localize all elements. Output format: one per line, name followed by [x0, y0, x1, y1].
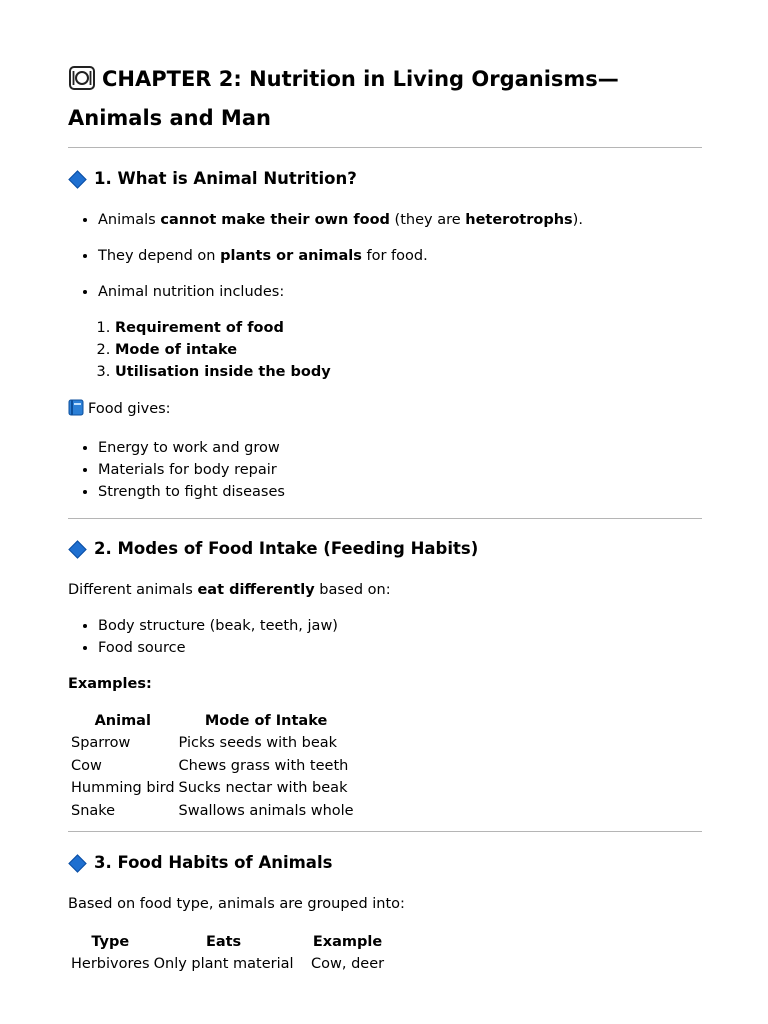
table-row: [69, 777, 356, 800]
list-item: • Energy to work and grow: [98, 437, 702, 459]
list-item: • Food source: [98, 637, 702, 659]
section-heading-text: 3. Food Habits of Animals: [94, 853, 333, 872]
list-item: 1. Requirement of food: [115, 317, 702, 339]
table-header-row: [69, 710, 356, 732]
list-item: 2. Mode of intake: [115, 339, 702, 361]
page-title: [68, 62, 702, 135]
bullet-list: [68, 615, 702, 659]
list-item: • Strength to fight diseases: [98, 481, 702, 503]
divider: [68, 831, 702, 832]
paragraph: Based on food type, animals are grouped into:: [68, 896, 405, 912]
section-heading-text: 1. What is Animal Nutrition?: [94, 169, 357, 188]
table-cell: Herbivores: [71, 956, 150, 972]
blue-diamond-icon: [68, 854, 86, 872]
table-header: Type: [91, 934, 130, 950]
list-item: • Animal nutrition includes:: [98, 281, 702, 303]
examples-label: Examples:: [68, 676, 152, 692]
table-row: [69, 953, 400, 976]
feeding-table: [69, 710, 356, 822]
page-title-text: CHAPTER 2: Nutrition in Living Organisms—Animals and Man: [68, 67, 619, 130]
divider: [68, 147, 702, 148]
divider: [68, 518, 702, 519]
table-cell: Only plant material: [153, 956, 294, 972]
list-item: • Materials for body repair: [98, 459, 702, 481]
food-habits-table: [69, 931, 400, 976]
section-heading: [68, 538, 702, 560]
table-cell: Sucks nectar with beak: [178, 780, 348, 796]
table-row: [69, 755, 356, 778]
bullet-list: [68, 209, 702, 303]
table-cell: Snake: [71, 802, 116, 819]
table-cell: Cow, deer: [311, 956, 385, 972]
section-heading: [68, 168, 702, 190]
blue-book-icon: [68, 399, 84, 423]
list-item: • Animals cannot make their own food (they are heterotrophs).: [98, 209, 702, 231]
blue-diamond-icon: [68, 170, 86, 188]
table-cell: Humming bird: [71, 780, 175, 796]
table-cell: Picks seeds with beak: [178, 735, 338, 751]
table-header: Eats: [205, 934, 242, 950]
table-cell: Chews grass with teeth: [178, 757, 349, 774]
fork-knife-plate-icon: [68, 65, 96, 101]
table-header-row: [69, 931, 400, 953]
table-header: Animal: [94, 713, 151, 729]
table-cell: Swallows animals whole: [178, 802, 354, 819]
table-header: Mode of Intake: [204, 713, 328, 729]
food-gives-line: Food gives:: [68, 398, 702, 423]
blue-diamond-icon: [68, 540, 86, 558]
section-heading: [68, 852, 702, 874]
table-cell: Sparrow: [71, 735, 131, 751]
table-row: [69, 800, 356, 823]
list-item: 3. Utilisation inside the body: [115, 361, 702, 383]
table-row: [69, 732, 356, 755]
bullet-list: [68, 437, 702, 503]
section-heading-text: 2. Modes of Food Intake (Feeding Habits): [94, 539, 479, 558]
paragraph: Different animals eat differently based on:: [68, 582, 391, 598]
table-header: Example: [312, 934, 383, 950]
numbered-list: [68, 317, 702, 383]
list-item: • They depend on plants or animals for food.: [98, 245, 702, 267]
list-item: • Body structure (beak, teeth, jaw): [98, 615, 702, 637]
table-cell: Cow: [71, 757, 102, 774]
